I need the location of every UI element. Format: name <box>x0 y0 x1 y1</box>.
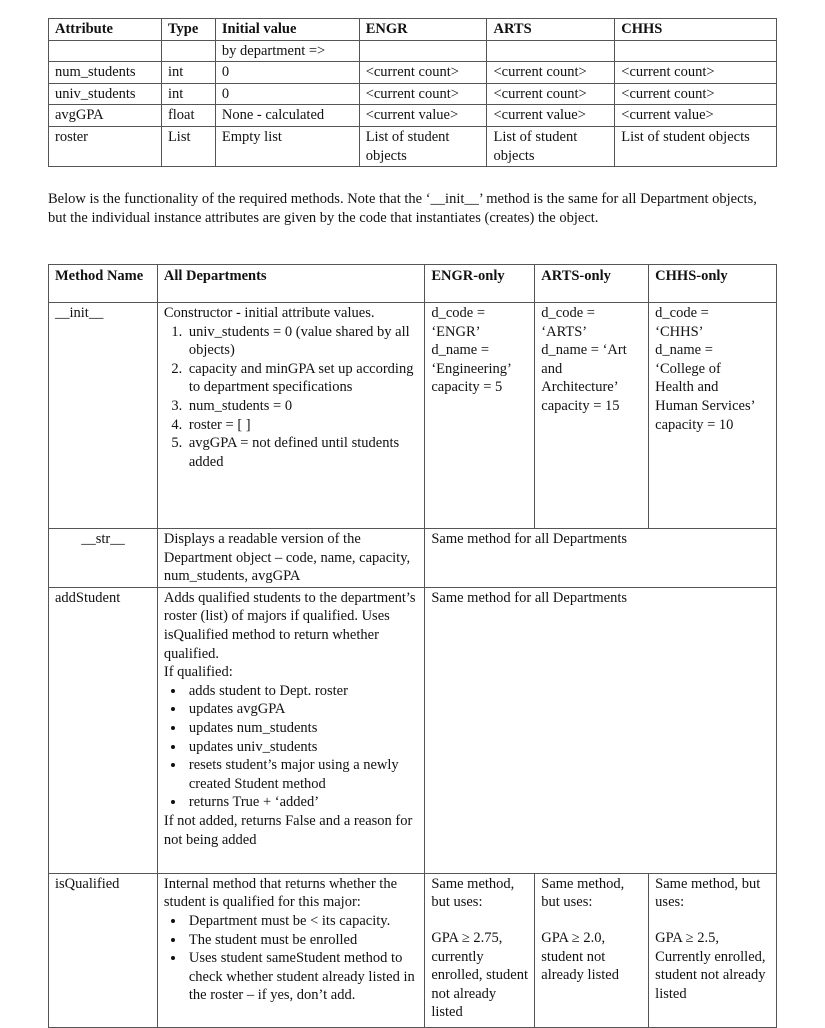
isq-arts-body: GPA ≥ 2.0, student not already listed <box>541 929 619 984</box>
chhs-line: Health and <box>655 379 719 396</box>
chhs-line: capacity = 10 <box>655 416 734 433</box>
add-if-not: If not added, returns False and a reason for not being added <box>163 812 413 848</box>
isq-chhs-head: Same method, but uses: <box>655 875 761 911</box>
method-description <box>157 587 424 873</box>
header-initial-value-label: Initial value <box>221 21 297 37</box>
isq-chhs-body: GPA ≥ 2.5, Currently enrolled, student not already listed <box>655 929 766 1002</box>
method-row-str <box>49 529 777 588</box>
chhs-line: d_code = <box>655 305 709 321</box>
init-chhs-values <box>649 303 777 529</box>
attr-name: num_students <box>49 62 162 84</box>
add-description: Adds qualified students to the department’s roster (list) of majors if qualified. Uses isQualified method to return whether qualified. <box>163 589 416 662</box>
method-name: __init__ <box>49 303 158 529</box>
table-row <box>49 105 777 127</box>
isq-arts <box>535 873 649 1027</box>
list-item: • returns True + ‘added’ <box>186 793 418 812</box>
attr-name: roster <box>49 126 162 166</box>
header-chhs-only: CHHS-only <box>649 265 777 303</box>
isq-engr <box>425 873 535 1027</box>
attr-chhs: <current value> <box>615 105 777 127</box>
init-arts-values <box>535 303 649 529</box>
add-steps-list <box>164 682 418 812</box>
header-attribute: Attribute <box>49 19 162 41</box>
engr-line: capacity = 5 <box>431 379 503 396</box>
attr-type: float <box>161 105 215 127</box>
method-description: Displays a readable version of the Department object – code, name, capacity, num_students, avgGPA <box>157 529 424 588</box>
header-all-departments: All Departments <box>157 265 424 303</box>
chhs-line: ‘CHHS’ <box>655 323 704 340</box>
header-method-name: Method Name <box>49 265 158 303</box>
attr-chhs: List of student objects <box>615 126 777 166</box>
init-description: Constructor - initial attribute values. <box>163 305 375 321</box>
arts-line: ‘ARTS’ <box>541 323 588 340</box>
list-item: • resets student’s major using a newly created Student method <box>186 756 418 793</box>
attribute-table <box>48 18 777 167</box>
isq-arts-head: Same method, but uses: <box>541 875 625 911</box>
engr-line: d_code = <box>431 305 486 321</box>
isq-description: Internal method that returns whether the student is qualified for this major: <box>163 875 398 911</box>
table-row <box>49 126 777 166</box>
attr-arts: List of student objects <box>487 126 615 166</box>
attr-arts: <current count> <box>487 62 615 84</box>
list-item: • Department must be < its capacity. <box>186 912 418 931</box>
list-item: • updates univ_students <box>186 738 418 757</box>
method-table <box>48 264 777 1028</box>
list-item: • The student must be enrolled <box>186 931 418 950</box>
attr-engr: <current count> <box>359 62 487 84</box>
chhs-line: d_name = <box>655 342 713 359</box>
arts-line: d_code = <box>541 305 595 321</box>
isq-engr-body: GPA ≥ 2.75, currently enrolled, student not already listed <box>431 929 528 1021</box>
list-item: • updates avgGPA <box>186 700 418 719</box>
attr-chhs: <current count> <box>615 83 777 105</box>
attr-subheader-row <box>49 40 777 62</box>
attr-arts: <current value> <box>487 105 615 127</box>
method-row-init <box>49 303 777 529</box>
arts-line: Architecture’ <box>541 379 619 396</box>
list-item: 1. univ_students = 0 (value shared by all objects) <box>186 323 418 360</box>
table-row <box>49 83 777 105</box>
method-name: isQualified <box>49 873 158 1027</box>
attr-name: avgGPA <box>49 105 162 127</box>
list-item: 4. roster = [ ] <box>186 416 418 435</box>
isq-chhs <box>649 873 777 1027</box>
chhs-line: Human Services’ <box>655 397 756 414</box>
method-name: __str__ <box>49 529 158 588</box>
table-row <box>49 62 777 84</box>
subheader-by-department: by department => <box>215 40 359 62</box>
attr-name: univ_students <box>49 83 162 105</box>
list-item: 5. avgGPA = not defined until students added <box>186 434 418 471</box>
intro-paragraph: Below is the functionality of the required methods. Note that the ‘__init__’ method is the same for all Department objects, but the individual instance attributes are given by the code that instantiates (creates) the object. <box>48 191 757 226</box>
attr-type: List <box>161 126 215 166</box>
arts-line: and <box>541 360 563 377</box>
engr-line: ‘ENGR’ <box>431 323 481 340</box>
list-item: • updates num_students <box>186 719 418 738</box>
attr-init: None - calculated <box>215 105 359 127</box>
init-steps-list <box>164 323 418 472</box>
header-arts-only: ARTS-only <box>535 265 649 303</box>
attr-engr: List of student objects <box>359 126 487 166</box>
init-engr-values <box>425 303 535 529</box>
attr-chhs: <current count> <box>615 62 777 84</box>
engr-line: ‘Engineering’ <box>431 360 512 377</box>
same-method-note: Same method for all Departments <box>425 529 777 588</box>
method-description <box>157 873 424 1027</box>
arts-line: capacity = 15 <box>541 397 620 414</box>
method-row-isqualified <box>49 873 777 1027</box>
header-engr-only: ENGR-only <box>425 265 535 303</box>
list-item: • Uses student sameStudent method to check whether student already listed in the roster – if yes, don’t add. <box>186 949 418 1005</box>
attr-init: 0 <box>215 83 359 105</box>
header-initial-value <box>215 19 359 41</box>
add-if-qualified: If qualified: <box>163 664 233 681</box>
arts-line: d_name = ‘Art <box>541 342 627 359</box>
list-item: 2. capacity and minGPA set up according to department specifications <box>186 360 418 397</box>
attr-init: Empty list <box>215 126 359 166</box>
same-method-note: Same method for all Departments <box>425 587 777 873</box>
header-engr: ENGR <box>359 19 487 41</box>
list-item: • adds student to Dept. roster <box>186 682 418 701</box>
method-description <box>157 303 424 529</box>
method-header-row <box>49 265 777 303</box>
header-type: Type <box>161 19 215 41</box>
method-name: addStudent <box>49 587 158 873</box>
list-item: 3. num_students = 0 <box>186 397 418 416</box>
attr-header-row <box>49 19 777 41</box>
attr-engr: <current value> <box>359 105 487 127</box>
attr-type: int <box>161 83 215 105</box>
method-row-addstudent <box>49 587 777 873</box>
attr-init: 0 <box>215 62 359 84</box>
attr-type: int <box>161 62 215 84</box>
header-arts: ARTS <box>487 19 615 41</box>
engr-line: d_name = <box>431 342 490 359</box>
isq-steps-list <box>164 912 418 1005</box>
chhs-line: ‘College of <box>655 360 721 377</box>
header-chhs: CHHS <box>615 19 777 41</box>
attr-arts: <current count> <box>487 83 615 105</box>
isq-engr-head: Same method, but uses: <box>431 875 515 911</box>
attr-engr: <current count> <box>359 83 487 105</box>
